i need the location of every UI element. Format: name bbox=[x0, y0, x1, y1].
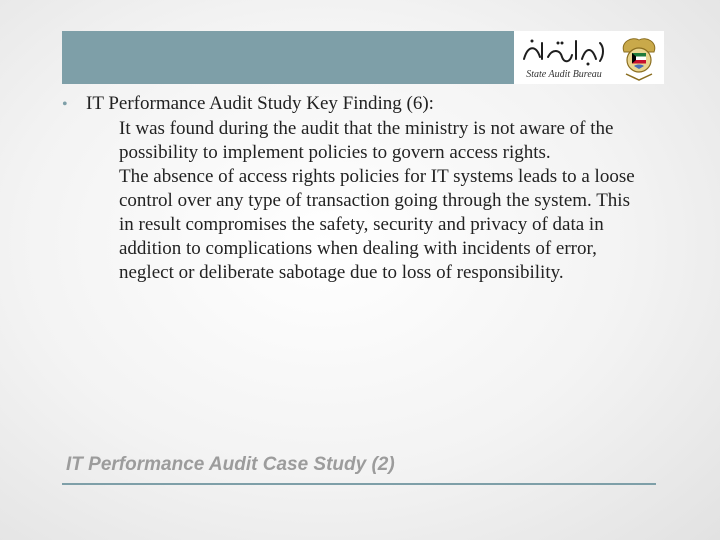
footer-divider bbox=[62, 483, 656, 485]
bullet-item bbox=[62, 92, 662, 117]
header-bar bbox=[62, 31, 514, 84]
bullet-text: IT Performance Audit Study Key Finding (6): bbox=[86, 93, 434, 114]
paragraph-1: It was found during the audit that the ministry is not aware of the possibility to implement policies to govern access rights. bbox=[119, 118, 614, 163]
content-area bbox=[62, 92, 662, 285]
paragraph-2: The absence of access rights policies for IT systems leads to a loose control over any type of transaction going through the system. This in result compromises the safety, security and privacy of data in addition to complications when dealing with incidents of error, neglect or deliberate sabotage due to loss of responsibility. bbox=[119, 166, 635, 283]
footer-title: IT Performance Audit Case Study (2) bbox=[66, 454, 395, 475]
kuwait-emblem-icon bbox=[618, 34, 660, 82]
arabic-calligraphy-logo-icon bbox=[518, 35, 610, 67]
bullet-icon: • bbox=[62, 96, 68, 113]
logo-area bbox=[514, 31, 664, 84]
logo-caption: State Audit Bureau bbox=[526, 69, 602, 80]
